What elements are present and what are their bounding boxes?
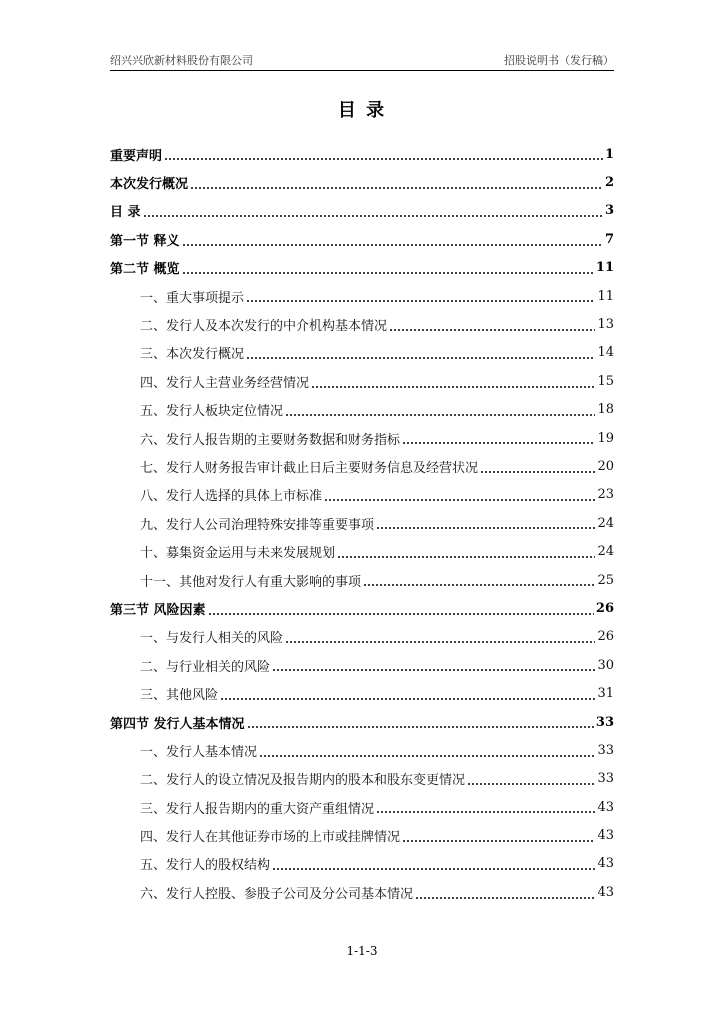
toc-entry-page: 15: [597, 373, 614, 389]
toc-leader-dots: [259, 748, 595, 757]
toc-leader-dots: [143, 208, 603, 217]
toc-entry-page: 23: [597, 487, 614, 503]
toc-entry-page: 20: [597, 458, 614, 474]
toc-entry-label: 二、与行业相关的风险: [140, 659, 271, 675]
toc-leader-dots: [337, 549, 595, 558]
toc-entry-label: 第一节 释义: [110, 233, 180, 249]
toc-leader-dots: [246, 293, 595, 302]
toc-leader-dots: [247, 719, 594, 728]
toc-entry-page: 26: [595, 600, 614, 616]
toc-entry-label: 目 录: [110, 205, 141, 221]
toc-entry-page: 33: [595, 714, 614, 730]
toc-entry[interactable]: [110, 679, 614, 707]
toc-entry[interactable]: [110, 566, 614, 594]
toc-entry-label: 第二节 概览: [110, 262, 180, 278]
table-of-contents: [110, 140, 614, 907]
toc-entry-label: 二、发行人的设立情况及报告期内的股本和股东变更情况: [140, 773, 466, 789]
toc-entry-page: 43: [597, 799, 614, 815]
toc-entry-label: 重要声明: [110, 148, 163, 164]
toc-entry[interactable]: [110, 481, 614, 509]
toc-entry-label: 九、发行人公司治理特殊安排等重要事项: [140, 517, 375, 533]
toc-leader-dots: [311, 379, 595, 388]
toc-entry[interactable]: [110, 452, 614, 480]
toc-entry[interactable]: [110, 793, 614, 821]
toc-leader-dots: [272, 662, 595, 671]
toc-entry[interactable]: [110, 367, 614, 395]
toc-entry-page: 14: [597, 345, 614, 361]
toc-leader-dots: [389, 322, 595, 331]
toc-entry[interactable]: [110, 651, 614, 679]
header-doc-type: 招股说明书（发行稿）: [504, 54, 614, 67]
toc-leader-dots: [220, 691, 595, 700]
toc-leader-dots: [402, 833, 595, 842]
toc-entry-page: 2: [604, 175, 614, 191]
toc-entry[interactable]: [110, 197, 614, 225]
toc-leader-dots: [246, 350, 595, 359]
toc-leader-dots: [208, 606, 594, 615]
toc-entry[interactable]: [110, 282, 614, 310]
toc-entry-label: 三、本次发行概况: [140, 347, 245, 363]
toc-entry-page: 25: [597, 572, 614, 588]
toc-entry[interactable]: [110, 708, 614, 736]
toc-entry-label: 二、发行人及本次发行的中介机构基本情况: [140, 319, 388, 335]
toc-entry-page: 13: [597, 317, 614, 333]
toc-entry[interactable]: [110, 339, 614, 367]
toc-entry[interactable]: [110, 821, 614, 849]
toc-leader-dots: [467, 776, 595, 785]
toc-entry-label: 八、发行人选择的具体上市标准: [140, 489, 323, 505]
toc-entry[interactable]: [110, 765, 614, 793]
toc-leader-dots: [376, 520, 595, 529]
toc-entry-page: 18: [597, 402, 614, 418]
toc-entry-page: 1: [604, 146, 614, 162]
toc-entry-label: 十、募集资金运用与未来发展规划: [140, 546, 336, 562]
toc-leader-dots: [190, 180, 603, 189]
toc-entry-label: 十一、其他对发行人有重大影响的事项: [140, 574, 362, 590]
toc-entry[interactable]: [110, 537, 614, 565]
toc-entry-label: 三、发行人报告期内的重大资产重组情况: [140, 801, 375, 817]
toc-leader-dots: [415, 890, 595, 899]
toc-entry[interactable]: [110, 850, 614, 878]
toc-leader-dots: [376, 804, 595, 813]
toc-entry-page: 24: [597, 544, 614, 560]
page-number: 1-1-3: [346, 944, 378, 958]
page-title: 目 录: [337, 100, 387, 121]
toc-entry-label: 本次发行概况: [110, 177, 189, 193]
page-header: [110, 50, 614, 71]
toc-entry-page: 43: [597, 828, 614, 844]
toc-leader-dots: [363, 577, 595, 586]
toc-leader-dots: [164, 151, 603, 160]
toc-entry-label: 三、其他风险: [140, 688, 219, 704]
toc-entry-page: 31: [597, 686, 614, 702]
toc-entry-label: 四、发行人主营业务经营情况: [140, 375, 310, 391]
toc-entry-label: 五、发行人板块定位情况: [140, 404, 284, 420]
toc-leader-dots: [402, 435, 595, 444]
header-company: 绍兴兴欣新材料股份有限公司: [110, 54, 253, 67]
toc-entry-label: 七、发行人财务报告审计截止日后主要财务信息及经营状况: [140, 460, 479, 476]
toc-entry-page: 26: [597, 629, 614, 645]
toc-entry-label: 一、与发行人相关的风险: [140, 631, 284, 647]
toc-leader-dots: [272, 861, 595, 870]
toc-entry-page: 3: [604, 203, 614, 219]
toc-leader-dots: [285, 634, 595, 643]
toc-leader-dots: [182, 265, 594, 274]
toc-entry[interactable]: [110, 623, 614, 651]
toc-entry-label: 第三节 风险因素: [110, 602, 206, 618]
toc-entry-label: 六、发行人报告期的主要财务数据和财务指标: [140, 432, 401, 448]
toc-entry[interactable]: [110, 168, 614, 196]
toc-entry[interactable]: [110, 140, 614, 168]
toc-entry-page: 43: [597, 856, 614, 872]
toc-entry-label: 一、重大事项提示: [140, 290, 245, 306]
toc-entry-page: 19: [597, 430, 614, 446]
toc-entry[interactable]: [110, 878, 614, 906]
toc-entry-label: 四、发行人在其他证券市场的上市或挂牌情况: [140, 830, 401, 846]
toc-entry[interactable]: [110, 225, 614, 253]
toc-entry[interactable]: [110, 254, 614, 282]
toc-entry-page: 43: [597, 884, 614, 900]
toc-leader-dots: [324, 492, 595, 501]
toc-entry[interactable]: [110, 736, 614, 764]
toc-entry-page: 11: [597, 288, 614, 304]
toc-entry[interactable]: [110, 424, 614, 452]
toc-entry-page: 33: [597, 742, 614, 758]
toc-entry-page: 7: [604, 231, 614, 247]
toc-entry-page: 11: [595, 260, 614, 276]
toc-entry-page: 33: [597, 771, 614, 787]
toc-entry-label: 一、发行人基本情况: [140, 744, 258, 760]
toc-entry-label: 六、发行人控股、参股子公司及分公司基本情况: [140, 886, 414, 902]
toc-entry-page: 30: [597, 657, 614, 673]
toc-leader-dots: [480, 464, 595, 473]
toc-entry-page: 24: [597, 515, 614, 531]
toc-leader-dots: [285, 407, 595, 416]
toc-entry-label: 五、发行人的股权结构: [140, 858, 271, 874]
toc-entry[interactable]: [110, 594, 614, 622]
toc-entry[interactable]: [110, 509, 614, 537]
toc-entry[interactable]: [110, 310, 614, 338]
toc-entry-label: 第四节 发行人基本情况: [110, 716, 245, 732]
toc-entry[interactable]: [110, 396, 614, 424]
toc-leader-dots: [182, 237, 603, 246]
